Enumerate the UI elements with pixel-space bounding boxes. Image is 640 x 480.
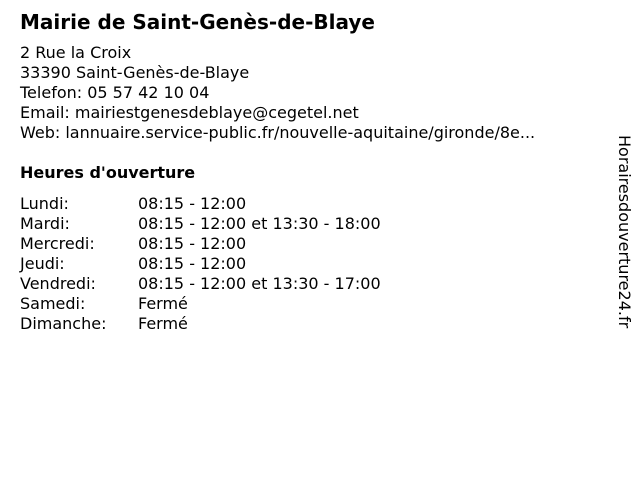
opening-hours-heading: Heures d'ouverture <box>20 163 196 182</box>
day-label: Dimanche: <box>20 314 107 333</box>
day-label: Lundi: <box>20 194 69 213</box>
hours-row-dimanche <box>20 314 440 334</box>
page-title: Mairie de Saint-Genès-de-Blaye <box>20 10 375 34</box>
opening-hours-table <box>20 194 440 334</box>
hours-row-samedi <box>20 294 440 314</box>
site-watermark: Horairesdouverture24.fr <box>615 135 634 329</box>
website-link: Web: lannuaire.service-public.fr/nouvelle-aquitaine/gironde/8e... <box>20 123 536 142</box>
email-address: Email: mairiestgenesdeblaye@cegetel.net <box>20 103 359 122</box>
day-label: Vendredi: <box>20 274 96 293</box>
day-hours: Fermé <box>138 294 188 313</box>
hours-row-vendredi <box>20 274 440 294</box>
day-label: Samedi: <box>20 294 86 313</box>
day-label: Mardi: <box>20 214 70 233</box>
day-hours: 08:15 - 12:00 <box>138 234 247 253</box>
day-hours: 08:15 - 12:00 et 13:30 - 17:00 <box>138 274 381 293</box>
day-label: Jeudi: <box>20 254 65 273</box>
contact-info <box>20 43 535 143</box>
hours-row-jeudi <box>20 254 440 274</box>
hours-row-lundi <box>20 194 440 214</box>
phone-number: Telefon: 05 57 42 10 04 <box>20 83 210 102</box>
day-hours: 08:15 - 12:00 <box>138 254 247 273</box>
address-city: 33390 Saint-Genès-de-Blaye <box>20 63 250 82</box>
hours-row-mardi <box>20 214 440 234</box>
day-hours: Fermé <box>138 314 188 333</box>
day-hours: 08:15 - 12:00 <box>138 194 247 213</box>
hours-row-mercredi <box>20 234 440 254</box>
day-hours: 08:15 - 12:00 et 13:30 - 18:00 <box>138 214 381 233</box>
day-label: Mercredi: <box>20 234 95 253</box>
address-street: 2 Rue la Croix <box>20 43 132 62</box>
